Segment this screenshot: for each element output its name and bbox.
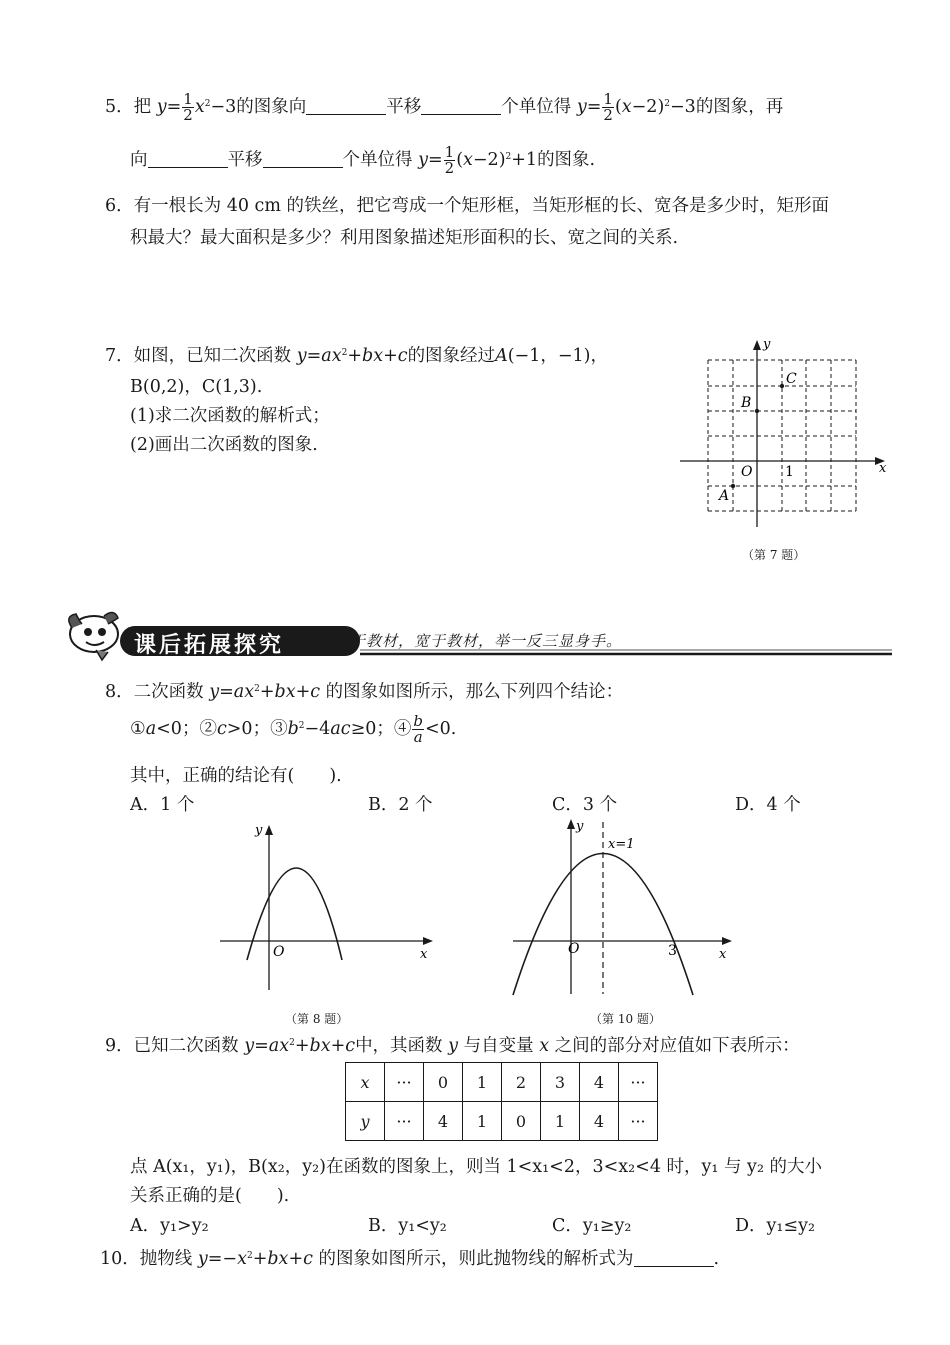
q8-option-c[interactable]: C．3 个 — [552, 795, 618, 815]
point-c — [780, 384, 784, 388]
tick-label-one: 1 — [785, 464, 794, 480]
figure-7-caption: （第 7 题） — [742, 548, 806, 562]
symmetry-label: x=1 — [608, 837, 635, 852]
y-axis-label: y — [763, 337, 771, 352]
mascot-icon — [69, 612, 118, 660]
x-axis-label: x — [879, 461, 887, 476]
point-a — [731, 484, 735, 488]
question-number: 10． — [100, 1249, 140, 1269]
q9-option-c[interactable]: C．y₁≥y₂ — [552, 1216, 632, 1236]
section-banner — [62, 608, 892, 668]
table-cell: 4 — [580, 1102, 619, 1141]
question-number: 5． — [105, 97, 134, 117]
table-cell: 4 — [424, 1102, 463, 1141]
question-8-conclusions: ①a<0；②c>0；$③b^2-4ac\ge 0$；④ $\frac{b}{a}$ <0. — [130, 712, 457, 746]
y-axis-arrow — [567, 819, 575, 829]
x-axis-arrow — [722, 937, 732, 945]
point-b — [755, 409, 759, 413]
table-row — [346, 1063, 658, 1102]
y-axis-label: y — [576, 819, 584, 834]
question-7-part-2: (2)画出二次函数的图象. — [130, 435, 318, 455]
figure-8-graph — [215, 818, 445, 998]
question-number: 6． — [105, 196, 134, 216]
parabola-curve — [247, 868, 342, 960]
question-8-line-3: 其中，正确的结论有( ). — [130, 766, 342, 786]
question-number: 9． — [105, 1036, 134, 1056]
question-5-line-1: 5．把 y= $\frac{1}{2}$ $x^2-3$的图象向 平移 个单位得 y= $\frac{1}{2}$ $(x-2)^2-3$的图象，再 — [105, 90, 784, 124]
table-cell: ··· — [619, 1063, 658, 1102]
q9-option-b[interactable]: B．y₁<y₂ — [368, 1216, 447, 1236]
origin-label: O — [741, 464, 753, 480]
question-10-line-1: 10．抛物线 $y=-x^2+bx+c$ 的图象如图所示，则此抛物线的解析式为 . — [100, 1249, 720, 1269]
answer-blank[interactable] — [263, 151, 343, 168]
question-number: 7． — [105, 346, 134, 366]
table-cell: 0 — [424, 1063, 463, 1102]
question-7-part-1: (1)求二次函数的解析式； — [130, 406, 330, 426]
origin-label: O — [568, 941, 580, 957]
y-axis-label: y — [255, 823, 263, 838]
answer-blank[interactable] — [634, 1250, 714, 1267]
root-label-three: 3 — [668, 943, 677, 959]
banner-title: 课后拓展探究 — [134, 633, 285, 658]
table-row — [346, 1102, 658, 1141]
question-7-line-2: B(0,2)，C(1,3). — [130, 377, 263, 397]
x-axis-label: x — [420, 947, 428, 962]
figure-8-caption: （第 8 题） — [285, 1012, 349, 1026]
dashed-grid — [708, 360, 856, 511]
table-cell: y — [346, 1102, 385, 1141]
answer-blank[interactable] — [421, 98, 501, 115]
table-cell: 0 — [502, 1102, 541, 1141]
x-axis-arrow — [423, 937, 433, 945]
banner-slogan: 源于教材，宽于教材，举一反三显身手。 — [334, 632, 623, 650]
answer-blank[interactable] — [306, 98, 386, 115]
origin-label: O — [273, 944, 285, 960]
point-a-label: A — [719, 488, 730, 504]
point-b-label: B — [741, 395, 752, 411]
table-cell: 1 — [541, 1102, 580, 1141]
question-8-line-1: 8．二次函数 $y=ax^2+bx+c$ 的图象如图所示，那么下列四个结论： — [105, 682, 624, 702]
question-5-line-2: 向 平移 个单位得 y= $\frac{1}{2}$ $(x-2)^2+1$的图象. — [130, 143, 596, 177]
point-c-label: C — [786, 371, 797, 387]
table-cell: 1 — [463, 1102, 502, 1141]
q9-option-a[interactable]: A．y₁>y₂ — [130, 1216, 209, 1236]
table-cell: ··· — [619, 1102, 658, 1141]
q8-option-d[interactable]: D．4 个 — [735, 795, 801, 815]
answer-blank[interactable] — [148, 151, 228, 168]
question-9-line-1: 9．已知二次函数 $y=ax^2+bx+c$中，其函数 y 与自变量 x 之间的部分对应值如下表所示： — [105, 1036, 800, 1056]
y-axis-arrow — [753, 340, 761, 350]
question-7-line-1: 7．如图，已知二次函数 $y=ax^2+bx+c$的图象经过A(−1，−1)， — [105, 346, 608, 366]
x-axis-label: x — [719, 947, 727, 962]
table-cell: 2 — [502, 1063, 541, 1102]
table-cell: 4 — [580, 1063, 619, 1102]
question-6-line-1: 6．有一根长为 40 cm 的铁丝，把它弯成一个矩形框，当矩形框的长、宽各是多少时，矩形面 — [105, 196, 829, 216]
q9-option-d[interactable]: D．y₁≤y₂ — [735, 1216, 815, 1236]
y-axis-arrow — [265, 825, 273, 835]
table-cell: ··· — [385, 1102, 424, 1141]
table-cell: x — [346, 1063, 385, 1102]
question-number: 8． — [105, 682, 134, 702]
question-9-line-3: 点 A(x₁，y₁)，B(x₂，y₂)在函数的图象上，则当 1<x₁<2，3<x₂<4 时，y₁ 与 y₂ 的大小 — [130, 1157, 823, 1177]
question-9-line-4: 关系正确的是( ). — [130, 1186, 290, 1206]
value-table — [345, 1062, 658, 1141]
q8-option-a[interactable]: A．1 个 — [130, 795, 195, 815]
table-cell: 1 — [463, 1063, 502, 1102]
q8-option-b[interactable]: B．2 个 — [368, 795, 433, 815]
question-6-line-2: 积最大？最大面积是多少？利用图象描述矩形面积的长、宽之间的关系. — [130, 228, 679, 248]
table-cell: ··· — [385, 1063, 424, 1102]
figure-10-graph — [508, 812, 748, 997]
figure-10-caption: （第 10 题） — [590, 1012, 661, 1026]
table-cell: 3 — [541, 1063, 580, 1102]
figure-7-grid — [675, 335, 895, 535]
